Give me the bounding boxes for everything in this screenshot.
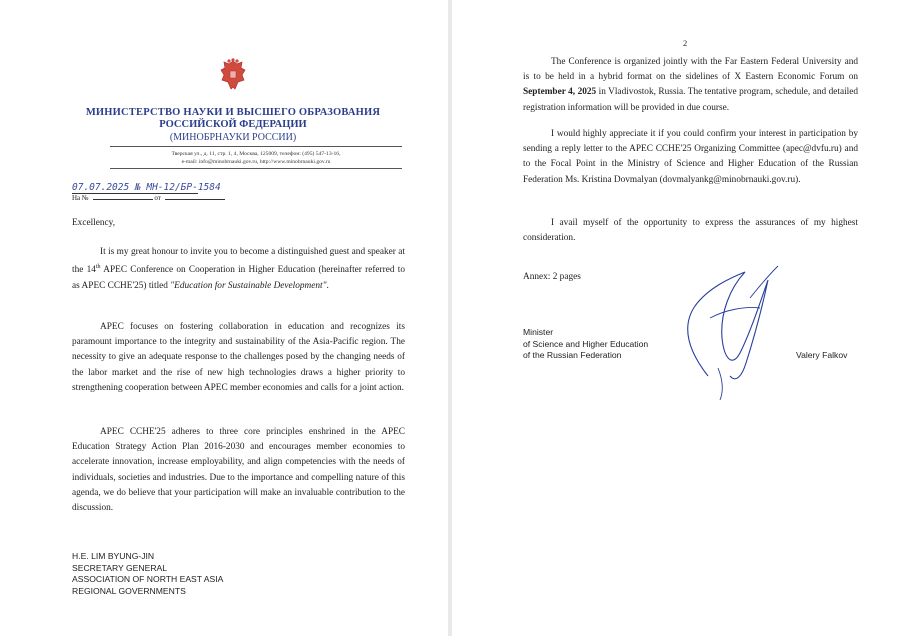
signature-image: [650, 258, 800, 408]
coat-of-arms-emblem-icon: [218, 58, 248, 92]
addressee-line: REGIONAL GOVERNMENTS: [72, 585, 186, 596]
ministry-short-name: (МИНОБРНАУКИ РОССИИ): [169, 132, 297, 143]
signer-name: Valery Falkov: [796, 350, 848, 360]
na-label: На №: [72, 194, 89, 202]
addressee-line: ASSOCIATION OF NORTH EAST ASIA: [72, 574, 224, 584]
reference-line: [72, 194, 225, 202]
address-line1: Тверская ул., д. 11, стр. 1, 4, Москва, 125009, телефон: (495) 547-13-16,: [171, 151, 341, 157]
letter-page-1: [0, 0, 448, 636]
ministry-name-line2: РОССИЙСКОЙ ФЕДЕРАЦИИ: [159, 119, 307, 130]
annex-note: Annex: 2 pages: [523, 272, 581, 282]
na-blank: [93, 199, 153, 200]
minister-line: of the Russian Federation: [523, 350, 622, 360]
ot-blank: [165, 199, 225, 200]
ot-label: от: [154, 194, 161, 202]
paragraph-invitation: It is my great honour to invite you to become a distinguished guest and speaker at the 14th APEC Conference on Cooperation in Higher Education (hereinafter referred to as APEC CCHE'25) titled "Education for Sustainable Development".: [72, 247, 405, 291]
addressee-block: [72, 551, 223, 597]
paragraph-organization: The Conference is organized jointly with the Far Eastern Federal University and is to be held in a hybrid format on the sidelines of X Eastern Economic Forum on September 4, 2025 in Vladivostok, Russia. The tentative program, schedule, and detailed registration information will be provided in due course.: [523, 57, 859, 113]
paragraph-core-principles: APEC CCHE'25 adheres to three core principles enshrined in the APEC Education Strategy Action Plan 2016-2030 and encourages member economies to accelerate innovation, increase employability, and align competencies with the needs of individuals, societies and industries. Due to the importance and compelling nature of this agenda, we do believe that your participation will make an invaluable contribution to the discussion.: [72, 427, 405, 514]
paragraph-closing: I avail myself of the opportunity to express the assurances of my highest consideration.: [523, 218, 858, 244]
letterhead-rule-bottom: [110, 168, 402, 169]
registration-number: 07.07.2025 № МН-12/БР-1584: [72, 182, 221, 193]
conference-title: "Education for Sustainable Development": [170, 280, 327, 291]
paragraph-confirmation: I would highly appreciate it if you could confirm your interest in participation by sending a reply letter to the APEC CCHE'25 Organizing Committee (apec@dvfu.ru) and to the Focal Point in the Ministry of Science and Higher Education of the Russian Federation Ms. Kristina Dovmalyan (dovmalyankg@minobrnauki.gov.ru).: [523, 129, 858, 185]
paragraph-apec-focus: APEC focuses on fostering collaboration in education and recognizes its paramount importance to the integrity and sustainability of the Asia-Pacific region. The necessity to give an adequate response to the challenges posed by the changing needs of the labor market and the rise of new high technologies draws a higher priority to strengthening cooperation between APEC member economies and calls for a joint action.: [72, 322, 405, 393]
minister-title-block: [523, 327, 648, 362]
minister-line: Minister: [523, 327, 554, 337]
address-line2: e-mail: info@minobrnauki.gov.ru, http://www.minobrnauki.gov.ru: [181, 159, 331, 165]
page-number: 2: [683, 38, 688, 48]
salutation: Excellency,: [72, 218, 116, 228]
addressee-line: SECRETARY GENERAL: [72, 562, 168, 573]
addressee-line: H.E. LIM BYUNG-JIN: [72, 551, 155, 561]
ministry-name-line1: МИНИСТЕРСТВО НАУКИ И ВЫСШЕГО ОБРАЗОВАНИЯ: [85, 107, 381, 118]
conference-date: September 4, 2025: [523, 87, 597, 98]
letterhead-rule-top: [110, 146, 402, 147]
minister-line: of Science and Higher Education: [523, 338, 649, 349]
